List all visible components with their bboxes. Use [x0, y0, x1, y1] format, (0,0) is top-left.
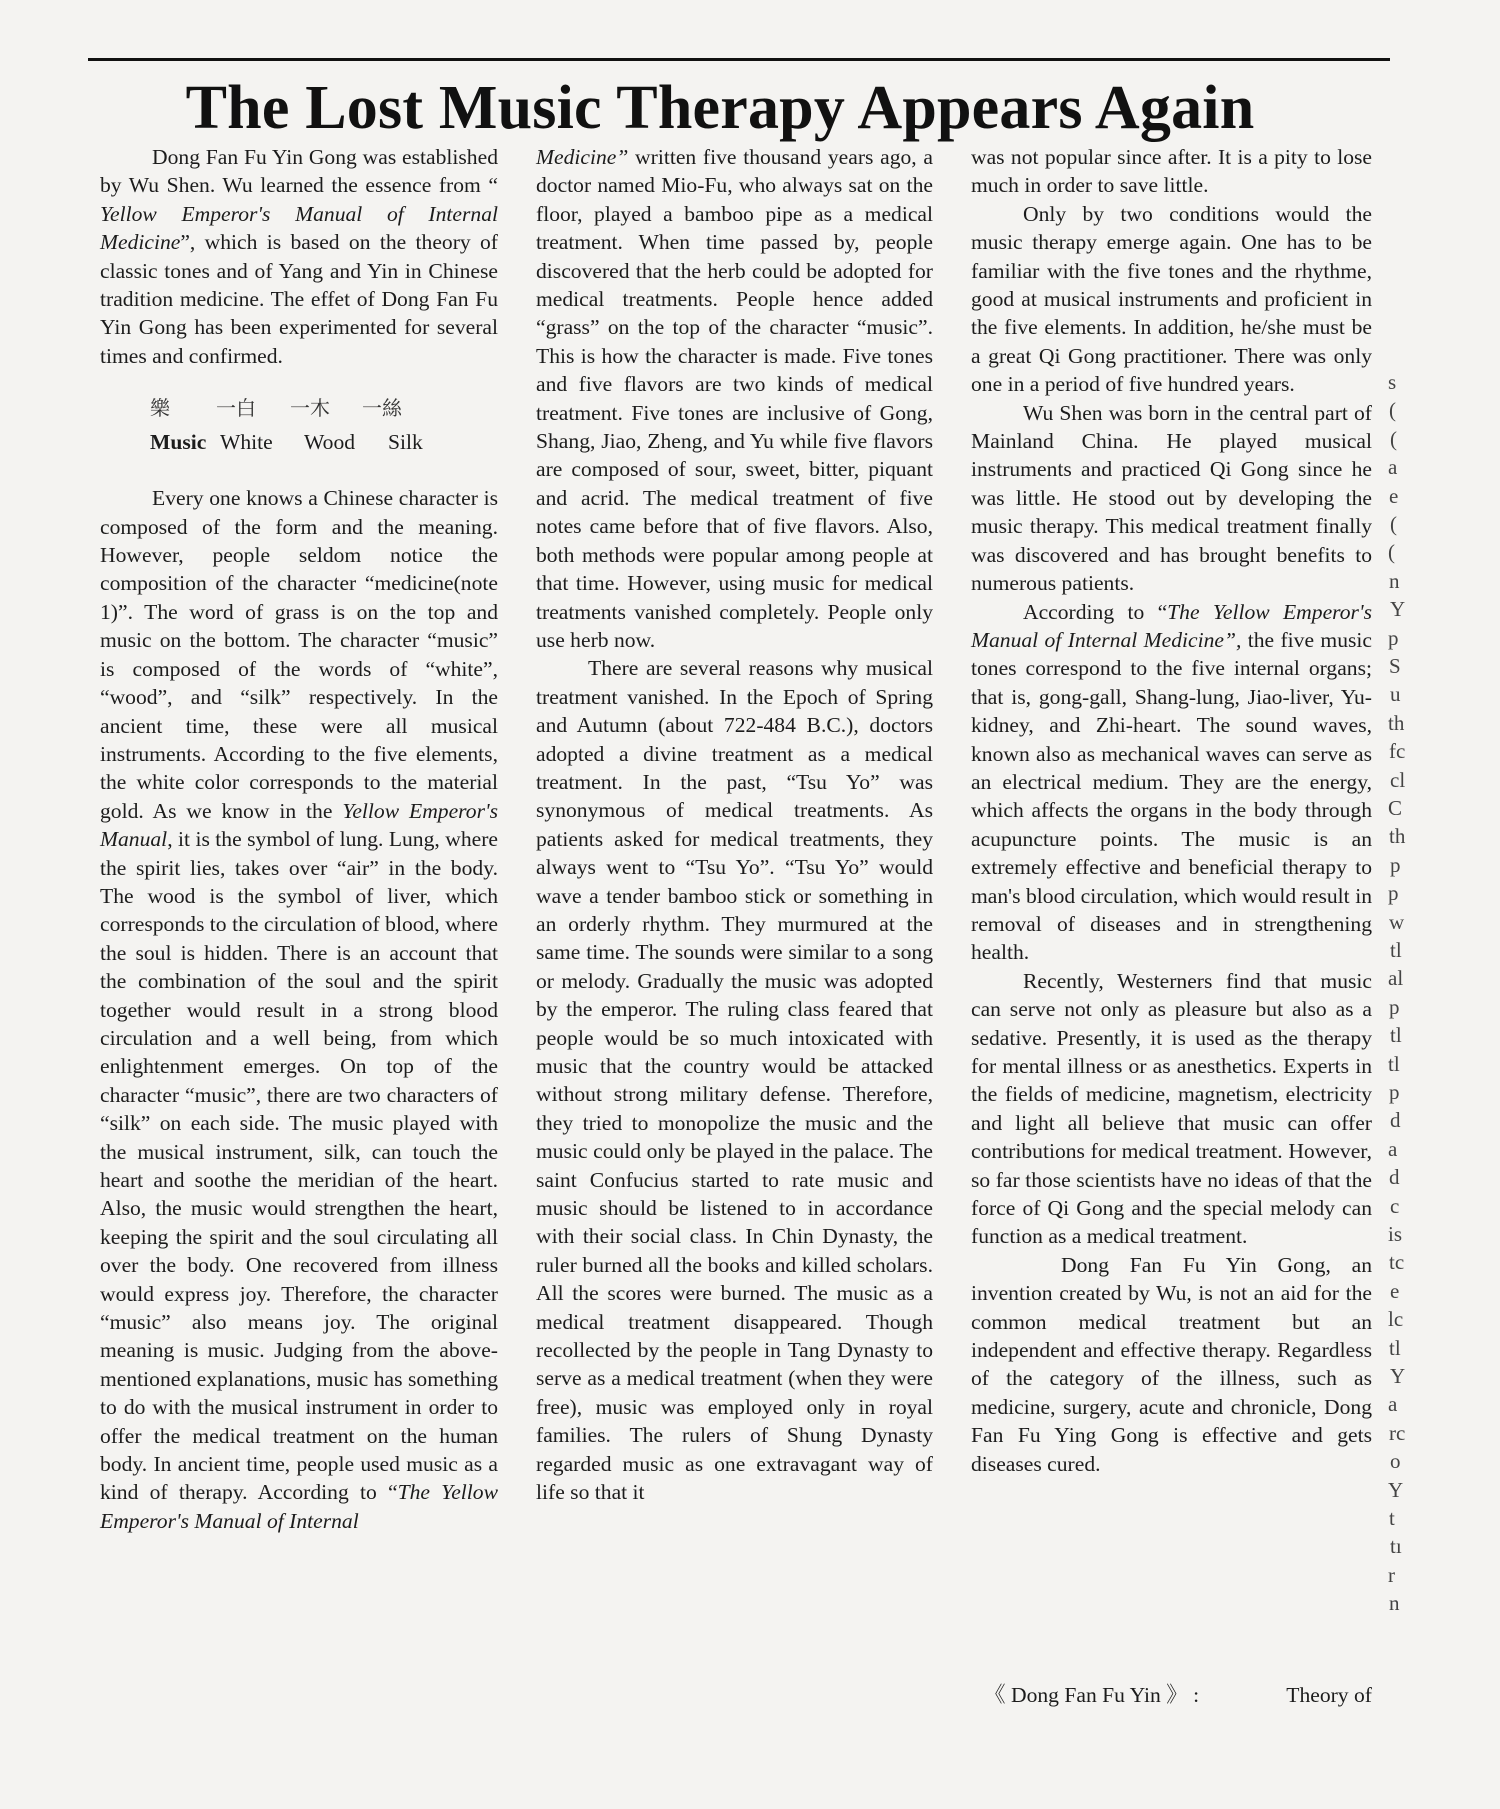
paragraph: Medicine” written five thousand years ago, a doctor named Mio-Fu, who always sat on the floor, played a bamboo pipe as a medical treatment. When time passed by, people discovered that the herb could be adopted for medical treatments. People hence added “grass” on the top of the character “music”. This is how the character is made. Five tones and five flavors are two kinds of medical treatment. Five tones are inclusive of Gong, Shang, Jiao, Zheng, and Yu while five flavors are composed of sour, sweet, bitter, piquant and acrid. The medical treatment of five notes came before that of five flavors. Also, both methods were popular among people at that time. However, using music for medical treatments vanished completely. People only use herb now.	[536, 145, 933, 652]
paragraph: Only by two conditions would the music therapy emerge again. One has to be familiar with the five tones and the rhythme, good at musical instruments and proficient in the five elements. In addition, he/she must be a great Qi Gong practitioner. There was only one in a period of five hundred years.	[971, 201, 1372, 397]
edge-fragment: tl	[1390, 1023, 1402, 1048]
char-wood: 一木	[290, 396, 330, 421]
chinese-characters-row	[150, 394, 498, 422]
paragraph: There are several reasons why musical treatment vanished. In the Epoch of Spring and Autumn (about 722-484 B.C.), doctors adopted a divine treatment as a medical treatment. In the past, “Tsu Yo” was synonymous of medical treatments. As patients asked for medical treatments, they always went to “Tsu Yo”. “Tsu Yo” would wave a tender bamboo stick or something in an orderly rhythm. They murmured at the same time. The sounds were similar to a song or melody. Gradually the music was adopted by the emperor. The ruling class feared that people would be so much intoxicated with music that the country would be attacked without strong military defense. Therefore, they tried to monopolize the music and the music could only be played in the palace. The saint Confucius started to rate music and music should be listened to in accordance with their social class. In Chin Dynasty, the ruler burned all the books and killed scholars. All the scores were burned. The music as a medical treatment disappeared. Though recollected by the people in Tang Dynasty to serve as a medical treatment (when they were free), music was employed only in royal families. The rulers of Shung Dynasty regarded music as one extravagant way of life so that it	[536, 656, 933, 1505]
char-white: 一白	[216, 396, 256, 421]
legend-music: Music	[150, 430, 207, 455]
edge-fragment: a	[1388, 1392, 1398, 1417]
top-rule	[88, 58, 1390, 61]
paragraph: Dong Fan Fu Yin Gong was established by Wu Shen. Wu learned the essence from “ Yellow Emperor's Manual of Internal Medicine”, which is based on the theory of classic tones and of Yang and Yin in Chinese tradition medicine. The effet of Dong Fan Fu Yin Gong has been experimented for several times and confirmed.	[100, 145, 498, 368]
edge-fragment: n	[1389, 1591, 1400, 1616]
edge-fragment: (	[1390, 512, 1397, 536]
edge-fragment: is	[1388, 1222, 1403, 1246]
column-3	[971, 143, 1372, 1478]
paragraph: Dong Fan Fu Yin Gong, an invention created by Wu, is not an aid for the common medical treatment but an independent and effective therapy. Regardless of the category of the illness, such as medicine, surgery, acute and chronicle, Dong Fan Fu Ying Gong is effective and gets diseases cured.	[971, 1252, 1372, 1476]
paragraph: Wu Shen was born in the central part of Mainland China. He played musical instruments and practiced Qi Gong since he was little. He stood out by developing the music therapy. This medical treatment finally was discovered and has brought benefits to numerous patients.	[971, 400, 1372, 596]
edge-fragment: th	[1389, 824, 1406, 849]
edge-fragment: th	[1388, 710, 1405, 735]
edge-fragment: (	[1388, 540, 1395, 565]
paragraph: According to “The Yellow Emperor's Manual of Internal Medicine”, the five music tones correspond to the five internal organs; that is, gong-gall, Shang-lung, Jiao-liver, Yu-kidney, and Zhi-heart. The sound waves, known also as mechanical waves can serve as an electrical medium. They are the energy, which affects the organs in the body through acupuncture points. The music is an extremely effective and beneficial therapy to man's blood circulation, which would result in removal of diseases and in strengthening health.	[971, 599, 1372, 965]
edge-fragment: d	[1389, 1165, 1400, 1190]
edge-fragment: w	[1389, 909, 1405, 934]
legend-silk: Silk	[388, 430, 423, 455]
edge-fragment: s	[1388, 370, 1397, 394]
edge-fragment: r	[1388, 1562, 1395, 1587]
footer-reference	[984, 1681, 1372, 1709]
edge-fragment: al	[1388, 966, 1404, 991]
paragraph: Recently, Westerners find that music can serve not only as pleasure but also as a sedative. Presently, it is used as the therapy for mental illness or as anesthetics. Experts in the fields of medicine, magnetism, electricity and light all believe that music can offer contributions for medical treatment. However, so far those scientists have no ideas of that the force of Qi Gong and the special melody can function as a medical treatment.	[971, 968, 1372, 1249]
char-music: 樂	[150, 396, 170, 421]
paragraph: Every one knows a Chinese character is composed of the form and the meaning. However, people seldom notice the composition of the character “medicine(note 1)”. The word of grass is on the top and music on the bottom. The character “music” is composed of the words of “white”, “wood”, and “silk” respectively. In the ancient time, these were all musical instruments. According to the five elements, the white color corresponds to the material gold. As we know in the Yellow Emperor's Manual, it is the symbol of lung. Lung, where the spirit lies, takes over “air” in the body. The wood is the symbol of liver, which corresponds to the circulation of blood, where the soul is hidden. There is an account that the combination of the soul and the spirit together would result in a strong blood circulation and a well being, from which enlightenment emerges. On top of the character “music”, there are two characters of “silk” on each side. The music played with the musical instrument, silk, can touch the heart and soothe the meridian of the heart. Also, the music would strengthen the heart, keeping the spirit and the soul circulating all over the body. One recovered from illness would express joy. Therefore, the character “music” also means joy. The original meaning is music. Judging from the above-mentioned explanations, music has something to do with the musical instrument in order to offer the medical treatment on the human body. In ancient time, people used music as a kind of therapy. According to “The Yellow Emperor's Manual of Internal	[100, 486, 499, 1533]
edge-fragment: a	[1388, 455, 1398, 480]
character-legend-row	[150, 428, 498, 456]
edge-fragment: p	[1388, 881, 1399, 906]
edge-fragment: tl	[1390, 938, 1402, 962]
edge-fragment: p	[1388, 625, 1399, 650]
edge-fragment: Y	[1390, 1364, 1406, 1388]
char-silk: 一絲	[362, 396, 402, 421]
column-1	[100, 143, 498, 1535]
edge-fragment: e	[1389, 483, 1399, 508]
edge-fragment: o	[1390, 1449, 1401, 1474]
legend-wood: Wood	[304, 430, 356, 455]
edge-fragment: Y	[1390, 597, 1406, 622]
edge-fragment: fc	[1389, 739, 1406, 764]
legend-white: White	[220, 430, 273, 455]
edge-fragment: u	[1390, 682, 1401, 707]
edge-fragment: rc	[1389, 1420, 1406, 1445]
column-2	[536, 143, 933, 1507]
edge-fragment: lc	[1388, 1307, 1404, 1332]
edge-fragment: a	[1388, 1136, 1398, 1161]
edge-fragment: tl	[1388, 1051, 1400, 1076]
edge-fragment: tı	[1390, 1534, 1402, 1559]
footer-reference-left: 《 Dong Fan Fu Yin 》 :	[984, 1683, 1200, 1707]
edge-fragment: C	[1388, 796, 1403, 820]
edge-fragment: (	[1390, 426, 1397, 451]
edge-fragment: p	[1389, 1080, 1400, 1104]
edge-fragment: t	[1389, 1506, 1395, 1530]
edge-fragment: p	[1390, 852, 1401, 877]
paragraph: was not popular since after. It is a pity to lose much in order to save little.	[971, 145, 1372, 198]
edge-fragment: n	[1389, 568, 1400, 593]
edge-fragment: (	[1389, 398, 1396, 423]
article-title: The Lost Music Therapy Appears Again	[185, 74, 1255, 142]
edge-fragment: e	[1390, 1278, 1400, 1303]
edge-fragment: c	[1390, 1193, 1400, 1218]
adjacent-page-edge	[1388, 270, 1500, 1720]
edge-fragment: Y	[1388, 1477, 1404, 1502]
edge-fragment: cl	[1390, 767, 1406, 792]
edge-fragment: S	[1389, 654, 1401, 678]
edge-fragment: d	[1390, 1108, 1401, 1133]
edge-fragment: tl	[1389, 1335, 1401, 1360]
edge-fragment: tc	[1389, 1250, 1405, 1275]
edge-fragment: p	[1389, 994, 1400, 1019]
footer-reference-right: Theory of	[1286, 1683, 1372, 1707]
